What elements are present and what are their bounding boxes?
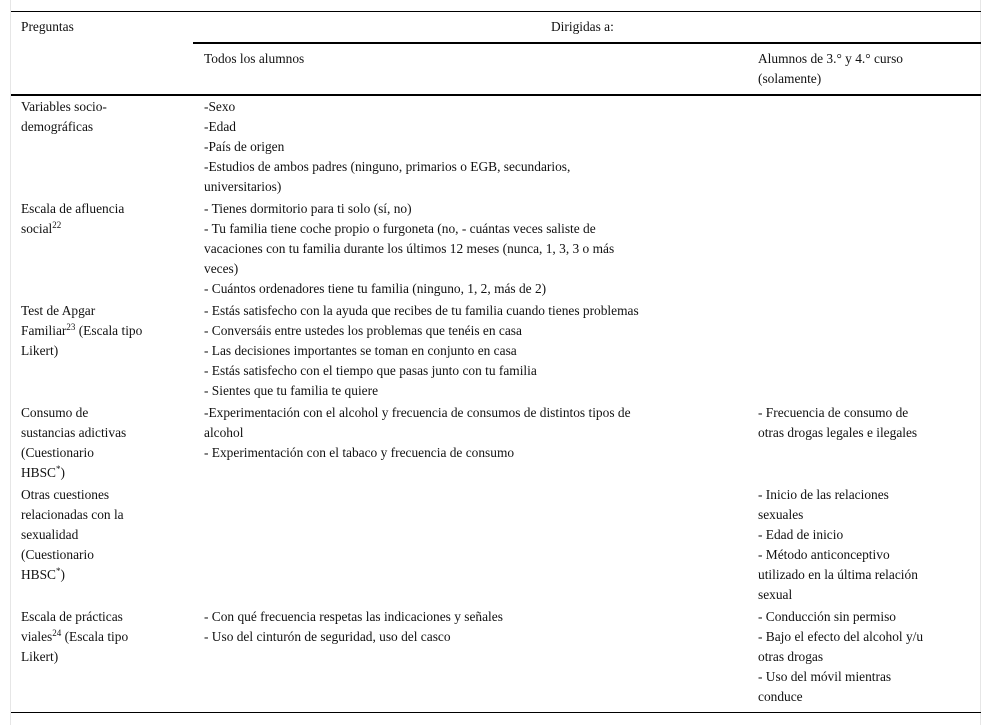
item-line: alcohol [204, 425, 244, 440]
question-text: HBSC [21, 567, 56, 582]
question-line: Variables socio- [21, 99, 107, 114]
header-preguntas: Preguntas [21, 19, 74, 34]
question-text: Escala de afluencia [21, 201, 125, 216]
row-todos [204, 607, 734, 647]
question-text: Escala de prácticas [21, 609, 123, 624]
item-line: -Edad [204, 119, 236, 134]
question-text: Likert) [21, 343, 59, 358]
item-line: - Edad de inicio [758, 527, 844, 542]
item-line: - Frecuencia de consumo de [758, 405, 909, 420]
question-text: relacionadas con la [21, 507, 124, 522]
item-line: - Uso del móvil mientras [758, 669, 892, 684]
header-todos-los-alumnos: Todos los alumnos [204, 51, 305, 66]
item-line: - Estás satisfecho con la ayuda que recibes de tu familia cuando tienes problemas [204, 303, 639, 318]
item-line: - Inicio de las relaciones [758, 487, 889, 502]
question-text: Familiar [21, 323, 67, 338]
item-line: -Experimentación con el alcohol y frecuencia de consumos de distintos tipos de [204, 405, 631, 420]
item-line: - Conversáis entre ustedes los problemas que tenéis en casa [204, 323, 522, 338]
table-bottom-rule [11, 712, 981, 713]
question-text: ) [60, 567, 65, 582]
question-text: viales [21, 629, 53, 644]
question-text: (Escala tipo [75, 323, 143, 338]
question-text: Otras cuestiones [21, 487, 110, 502]
question-text: Test de Apgar [21, 303, 96, 318]
question-text: sustancias adictivas [21, 425, 127, 440]
item-line: - Cuántos ordenadores tiene tu familia (ninguno, 1, 2, más de 2) [204, 281, 547, 296]
item-line: sexual [758, 587, 793, 602]
question-text: ) [60, 465, 65, 480]
reference-superscript: 23 [66, 322, 76, 332]
row-question [21, 97, 181, 137]
item-line: sexuales [758, 507, 804, 522]
item-line: otras drogas [758, 649, 824, 664]
question-text: (Cuestionario [21, 445, 94, 460]
row-question [21, 301, 181, 361]
row-todos [204, 403, 734, 463]
row-question [21, 607, 181, 667]
reference-superscript: 22 [52, 220, 62, 230]
header-dirigidas: Dirigidas a: [551, 19, 614, 34]
item-line: conduce [758, 689, 803, 704]
row-todos [204, 301, 734, 401]
footnote-asterisk: * [55, 566, 61, 576]
item-line: -Estudios de ambos padres (ninguno, primarios o EGB, secundarios, [204, 159, 571, 174]
item-line: - Estás satisfecho con el tiempo que pasas junto con tu familia [204, 363, 537, 378]
item-line: - Con qué frecuencia respetas las indicaciones y señales [204, 609, 503, 624]
item-line: - Tienes dormitorio para ti solo (sí, no) [204, 201, 412, 216]
item-line: - Uso del cinturón de seguridad, uso del casco [204, 629, 451, 644]
row-solo [758, 403, 968, 443]
subheader-rule [193, 42, 981, 44]
row-solo [758, 485, 968, 605]
item-line: - Experimentación con el tabaco y frecuencia de consumo [204, 445, 515, 460]
item-line: otras drogas legales e ilegales [758, 425, 918, 440]
row-solo [758, 607, 968, 707]
item-line: vacaciones con tu familia durante los últimos 12 meses (nunca, 1, 3, 3 o más [204, 241, 615, 256]
item-line: veces) [204, 261, 239, 276]
header-alumnos-3-4 [758, 49, 968, 89]
item-line: - Método anticonceptivo [758, 547, 890, 562]
header-alumnos-line2: (solamente) [758, 71, 822, 86]
question-text: (Cuestionario [21, 547, 94, 562]
item-line: - Las decisiones importantes se toman en conjunto en casa [204, 343, 517, 358]
question-line: demográficas [21, 119, 94, 134]
row-todos [204, 97, 734, 197]
table-top-rule [11, 11, 981, 12]
item-line: utilizado en la última relación [758, 567, 918, 582]
item-line: - Bajo el efecto del alcohol y/u [758, 629, 924, 644]
item-line: - Sientes que tu familia te quiere [204, 383, 379, 398]
row-question [21, 199, 181, 239]
row-todos [204, 199, 734, 299]
item-line: universitarios) [204, 179, 282, 194]
item-line: -Sexo [204, 99, 236, 114]
header-alumnos-line1: Alumnos de 3.° y 4.° curso [758, 51, 903, 66]
row-question [21, 403, 181, 483]
item-line: - Tu familia tiene coche propio o furgoneta (no, - cuántas veces saliste de [204, 221, 596, 236]
item-line: -País de origen [204, 139, 285, 154]
row-question [21, 485, 181, 585]
question-text: Likert) [21, 649, 59, 664]
header-bottom-rule [11, 94, 981, 96]
question-text: Consumo de [21, 405, 89, 420]
question-text: sexualidad [21, 527, 79, 542]
question-text: HBSC [21, 465, 56, 480]
question-text: social [21, 221, 53, 236]
question-text: (Escala tipo [61, 629, 129, 644]
reference-superscript: 24 [52, 628, 62, 638]
item-line: - Conducción sin permiso [758, 609, 896, 624]
footnote-asterisk: * [55, 464, 61, 474]
